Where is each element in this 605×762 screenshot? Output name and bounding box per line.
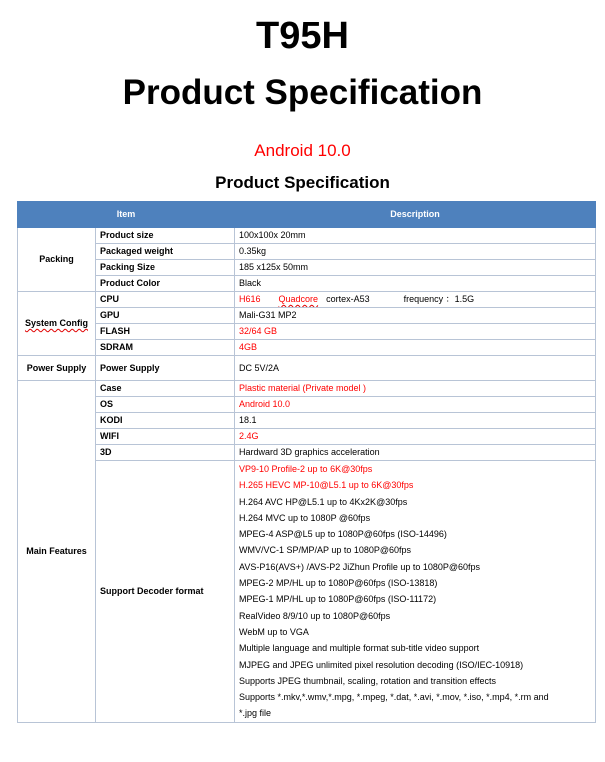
row-value-cpu — [235, 292, 596, 308]
row-value-flash: 32/64 GB — [235, 324, 596, 340]
decoder-format-item: Supports JPEG thumbnail, scaling, rotation and transition effects — [239, 675, 496, 686]
row-value-kodi: 18.1 — [235, 413, 596, 429]
product-specification-heading: Product Specification — [122, 73, 483, 112]
row-value-case: Plastic material (Private model ) — [235, 381, 596, 397]
table-row — [18, 461, 596, 723]
row-label-sdram: SDRAM — [96, 340, 235, 356]
row-label-case: Case — [96, 381, 235, 397]
decoder-format-item: AVS-P16(AVS+) /AVS-P2 JiZhun Profile up to 1080P@60fps — [239, 561, 481, 572]
row-label-power: Power Supply — [96, 356, 235, 381]
table-row — [18, 340, 596, 356]
row-value: 0.35kg — [235, 244, 596, 260]
row-label-decoder: Support Decoder format — [96, 461, 235, 723]
row-label: Packaged weight — [96, 244, 235, 260]
decoder-format-item: RealVideo 8/9/10 up to 1080P@60fps — [239, 610, 391, 621]
decoder-format-item: H.264 AVC HP@L5.1 up to 4Kx2K@30fps — [239, 496, 408, 507]
os-version-label: Android 10.0 — [254, 141, 351, 160]
row-value-power: DC 5V/2A — [235, 356, 596, 381]
decoder-format-list — [235, 461, 596, 723]
row-label: Packing Size — [96, 260, 235, 276]
decoder-format-item: H.264 MVC up to 1080P @60fps — [239, 512, 371, 523]
table-row — [18, 381, 596, 397]
row-label-os: OS — [96, 397, 235, 413]
decoder-format-item: Multiple language and multiple format sub-title video support — [239, 643, 480, 654]
table-row — [18, 397, 596, 413]
decoder-format-item: WMV/VC-1 SP/MP/AP up to 1080P@60fps — [239, 545, 412, 556]
decoder-format-item: MJPEG and JPEG unlimited pixel resolution decoding (ISO/IEC-10918) — [239, 659, 524, 670]
table-row — [18, 445, 596, 461]
row-value: 100x100x 20mm — [235, 228, 596, 244]
row-label-wifi: WIFI — [96, 429, 235, 445]
group-label: System Config — [24, 318, 88, 328]
row-value: 185 x125x 50mm — [235, 260, 596, 276]
column-header-description: Description — [235, 202, 596, 228]
table-row — [18, 260, 596, 276]
row-label: Product Color — [96, 276, 235, 292]
table-row — [18, 244, 596, 260]
decoder-format-item: MPEG-1 MP/HL up to 1080P@60fps (ISO-11172) — [239, 594, 437, 605]
row-label-kodi: KODI — [96, 413, 235, 429]
table-row — [18, 276, 596, 292]
column-header-item: Item — [18, 202, 235, 228]
row-label-cpu: CPU — [96, 292, 235, 308]
table-row — [18, 324, 596, 340]
row-label: Product size — [96, 228, 235, 244]
table-row — [18, 413, 596, 429]
table-title: Product Specification — [215, 173, 390, 192]
decoder-format-item: MPEG-2 MP/HL up to 1080P@60fps (ISO-13818) — [239, 578, 438, 589]
cpu-arch: cortex-A53 — [326, 294, 370, 304]
decoder-format-item: H.265 HEVC MP-10@L5.1 up to 6K@30fps — [239, 480, 414, 491]
group-packing: Packing — [18, 228, 96, 292]
row-value-sdram: 4GB — [235, 340, 596, 356]
row-value-wifi: 2.4G — [235, 429, 596, 445]
decoder-format-item: WebM up to VGA — [239, 626, 309, 637]
product-model-title: T95H — [256, 15, 349, 57]
row-value-gpu: Mali-G31 MP2 — [235, 308, 596, 324]
row-label-3d: 3D — [96, 445, 235, 461]
table-row — [18, 228, 596, 244]
row-label-gpu: GPU — [96, 308, 235, 324]
decoder-format-item: MPEG-4 ASP@L5 up to 1080P@60fps (ISO-14496) — [239, 529, 447, 540]
group-system-config — [18, 292, 96, 356]
decoder-format-item: *.jpg file — [239, 708, 272, 719]
row-label-flash: FLASH — [96, 324, 235, 340]
decoder-format-item: Supports *.mkv,*.wmv,*.mpg, *.mpeg, *.dat, *.avi, *.mov, *.iso, *.mp4, *.rm and — [239, 692, 549, 703]
table-row — [18, 356, 596, 381]
table-row — [18, 429, 596, 445]
table-header-row — [18, 202, 596, 228]
cpu-cores: Quadcore — [278, 294, 319, 304]
group-power-supply: Power Supply — [18, 356, 96, 381]
cpu-frequency: frequency ：1.5G — [403, 294, 475, 304]
row-value-os: Android 10.0 — [235, 397, 596, 413]
table-row — [18, 292, 596, 308]
decoder-format-item: VP9-10 Profile-2 up to 6K@30fps — [239, 464, 373, 474]
cpu-chip: H616 — [239, 294, 261, 304]
row-value-3d: Hardward 3D graphics acceleration — [235, 445, 596, 461]
spec-table — [17, 201, 596, 723]
table-row — [18, 308, 596, 324]
group-main-features: Main Features — [18, 381, 96, 723]
row-value: Black — [235, 276, 596, 292]
